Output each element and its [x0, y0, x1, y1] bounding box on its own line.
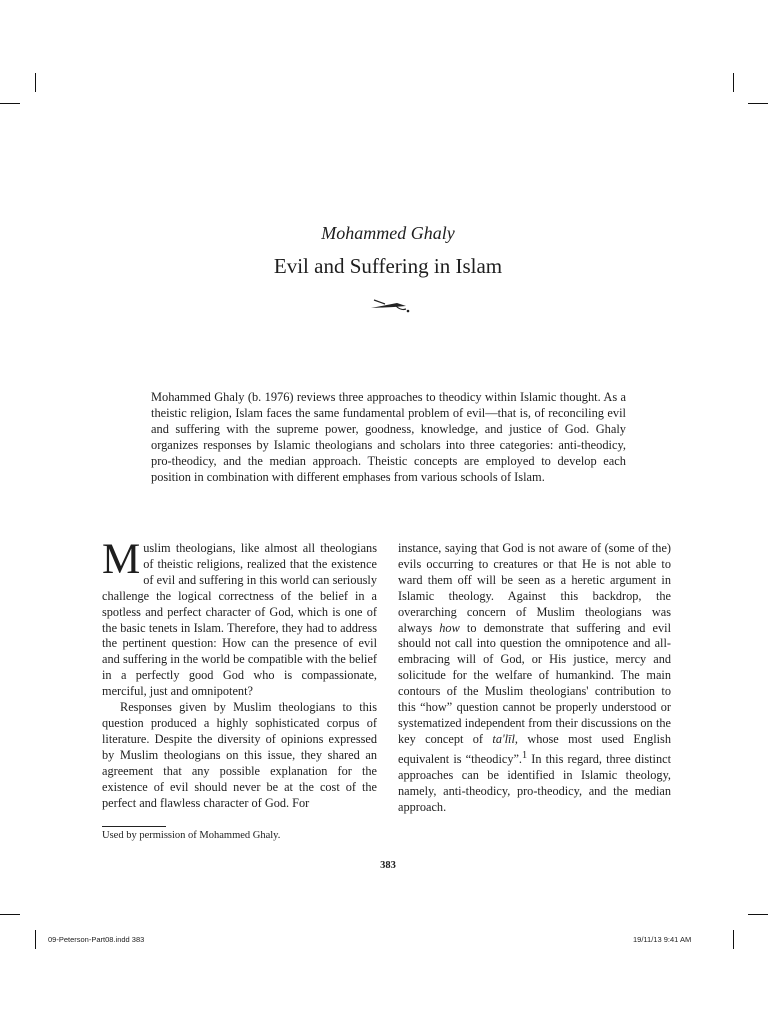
page-number: 383: [380, 860, 396, 871]
chapter-title: Evil and Suffering in Islam: [273, 254, 503, 278]
crop-mark: [0, 914, 20, 915]
drop-cap: M: [102, 536, 141, 583]
footnote-ref: 1: [522, 749, 528, 761]
slug-filename: 09-Peterson-Part08.indd 383: [48, 935, 145, 944]
crop-mark: [733, 73, 734, 92]
chapter-abstract: Mohammed Ghaly (b. 1976) reviews three approaches to theodicy within Islamic thought. As a theistic religion, Islam faces the same fundamental problem of evil—that is, of reconciling evil and suffering with the supreme power, goodness, knowledge, and justice of God. Ghaly organizes responses by Islamic theologians and scholars into three categories: anti-theodicy, pro-theodicy, and the median approach. Theistic concepts are employed to develop each position in combination with different emphases from various schools of Islam.: [151, 390, 626, 485]
body-paragraph: [398, 541, 671, 816]
crop-mark: [35, 73, 36, 92]
paragraph-text: In this regard, three distinct approaches can be identified in Islamic theology, namely, anti-theodicy, pro-theodicy, and the median approach.: [398, 751, 671, 814]
crop-mark: [748, 103, 768, 104]
slug-timestamp: 19/11/13 9:41 AM: [633, 935, 692, 944]
crop-mark: [748, 914, 768, 915]
crop-mark: [733, 930, 734, 949]
emphasis-text: ta'līl: [492, 731, 515, 746]
body-column-left: [102, 536, 377, 811]
body-column-right: [398, 541, 671, 816]
paragraph-text: uslim theologians, like almost all theologians of theistic religions, realized that the existence of evil and suffering in this world can seriously challenge the logical correctness of the belief in a spotless and perfect character of God, which is one of the basic tenets in Islam. Therefore, they had to address the pertinent question: How can the presence of evil and suffering in the world be compatible with the belief in a perfectly good God who is compassionate, merciful, just and omnipotent?: [102, 541, 377, 699]
emphasis-text: how: [439, 620, 460, 635]
paragraph-text: to demonstrate that suffering and evil should not call into question the omnipotence and all-embracing will of God, or His justice, mercy and solicitude for the welfare of humankind. The main contours of the Muslim theologians' contribution to this “how” question cannot be properly understood or systematized independent from their discussions on the key concept of: [398, 620, 671, 746]
footnote-text: Used by permission of Mohammed Ghaly.: [102, 830, 281, 841]
crop-mark: [35, 930, 36, 949]
chapter-author: Mohammed Ghaly: [321, 223, 455, 243]
body-paragraph: Responses given by Muslim theologians to this question produced a highly sophisticated corpus of literature. Despite the diversity of opinions expressed by Muslim theologians on this issue, they shared an agreement that any possible explanation for the existence of evil should never be at the cost of the perfect and flawless character of God. For: [102, 700, 377, 810]
pen-flourish-icon: [370, 296, 412, 314]
footnote-rule: [102, 826, 166, 827]
paragraph-text: instance, saying that God is not aware of (some of the) evils occurring to creatures or that He is not able to ward them off will be seen as a heretic argument in Islamic theology. Against this backdrop, the overarching concern of Muslim theologians was always: [398, 541, 671, 635]
body-paragraph: [102, 536, 377, 700]
paragraph-text: , whose most used English equivalent is “theodicy”.: [398, 731, 671, 766]
crop-mark: [0, 103, 20, 104]
